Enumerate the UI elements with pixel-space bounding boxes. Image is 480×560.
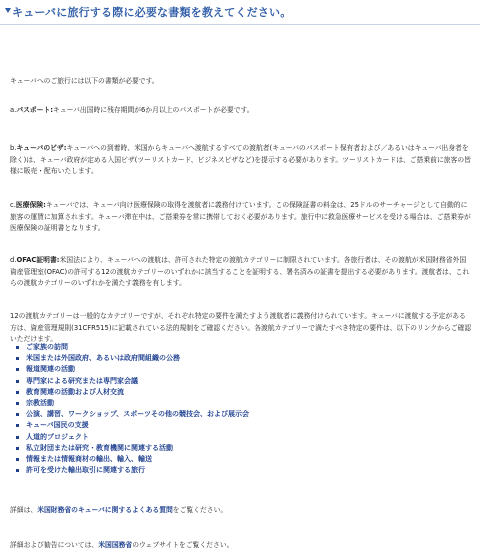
advisory-text: 詳細および勧告については、米国国務省のウェブサイトをご覧ください。 [10,541,234,549]
insurance-label: 医療保険: [15,201,46,209]
category-link-authorized-exports[interactable]: 許可を受けた輸出取引に関連する旅行 [14,465,249,476]
category-link-professional-research[interactable]: 専門家による研究または専門家会議 [14,376,249,387]
category-link-journalism[interactable]: 報道関連の活動 [14,364,249,375]
passport-requirement: a.パスポート:キューバ出国時に残存期間が6か月以上のパスポートが必要です。 [10,106,254,114]
treasury-faq-link[interactable]: 米国財務省のキューバに関するよくある質問 [37,506,173,514]
insurance-text: キューバでは、キューバ向け医療保険の取得を渡航者に義務付けています。この保険証書の料金は、25ドルのサーチャージとして自動的に旅客の運賃に加算されます。キューバ滞在中は、ご搭乗券を常に携帯しておく必要があります。旅行中に救急医療サービスを受ける場合は、ご搭乗券が医療保険の証明書となります。 [10,201,471,232]
passport-label: パスポート: [16,106,54,114]
state-department-link[interactable]: 米国国務省 [98,541,133,549]
category-link-support-cuban-people[interactable]: キューバ国民の支援 [14,420,249,431]
category-link-private-foundations[interactable]: 私立財団または研究・教育機関に関連する活動 [14,443,249,454]
categories-intro-text: 12の渡航カテゴリーは一般的なカテゴリーですが、それぞれ特定の要件を満たすよう渡航者に義務付けられています。キューバに渡航する予定がある方は、資産管理規則(31CFR515)に記載されている法的規制をご確認ください。各渡航カテゴリーで満たすべき特定の要件は、以下のリンクからご確認いただけます。 [10,312,472,343]
category-link-government-business[interactable]: 米国または外国政府、あるいは政府間組織の公務 [14,353,249,364]
travel-category-list [14,342,249,476]
visa-label: キューバのビザ: [16,144,67,152]
expand-arrow-icon[interactable] [5,8,11,13]
visa-text: キューバへの到着時、米国からキューバへ渡航するすべての渡航者(キューバのパスポート保有者および／あるいはキューバ出身者を除く)は、キューバ政府が定める入国ビザ(ツーリストカード、ビジネスビザなど)を提示する必要があります。ツーリストカードは、ご搭乗前に旅客の皆様に販売・配布いたします。 [10,144,471,175]
category-link-information-materials[interactable]: 情報または情報商材の輸出、輸入、輸送 [14,454,249,465]
intro-text: キューバへのご旅行には以下の書類が必要です。 [10,77,159,85]
ofac-requirement: d.OFAC証明書:米国法により、キューバへの渡航は、許可された特定の渡航カテゴリーに制限されています。各旅行者は、その渡航が米国財務省外国資産管理室(OFAC)の許可する12の渡航カテゴリーのいずれかに該当することを証明する、署名済みの証書を提出する必要があります。渡航者は、これらの渡航カテゴリーのいずれかを満たす義務を有します。 [10,256,470,287]
ofac-label: OFAC証明書: [16,256,60,264]
passport-text: キューバ出国時に残存期間が6か月以上のパスポートが必要です。 [53,106,254,114]
insurance-requirement: c.医療保険:キューバでは、キューバ向け医療保険の取得を渡航者に義務付けています。この保険証書の料金は、25ドルのサーチャージとして自動的に旅客の運賃に加算されます。キューバ滞在中は、ご搭乗券を常に携帯しておく必要があります。旅行中に救急医療サービスを受ける場合は、ご搭乗券が医療保険の証明書となります。 [10,201,471,232]
ofac-text: 米国法により、キューバへの渡航は、許可された特定の渡航カテゴリーに制限されています。各旅行者は、その渡航が米国財務省外国資産管理室(OFAC)の許可する12の渡航カテゴリーのいずれかに該当することを証明する、署名済みの証書を提出する必要があります。渡航者は、これらの渡航カテゴリーのいずれかを満たす義務を有します。 [10,256,470,287]
faq-question-title[interactable]: キューバに旅行する際に必要な書類を教えてください。 [12,6,292,19]
category-link-public-performances[interactable]: 公演、講習、ワークショップ、スポーツその他の競技会、および展示会 [14,409,249,420]
visa-requirement: b.キューバのビザ:キューバへの到着時、米国からキューバへ渡航するすべての渡航者(キューバのパスポート保有者および／あるいはキューバ出身者を除く)は、キューバ政府が定める入国ビザ(ツーリストカード、ビジネスビザなど)を提示する必要があります。ツーリストカードは、ご搭乗前に旅客の皆様に販売・配布いたします。 [10,144,471,175]
faq-question-header[interactable] [0,0,480,25]
category-link-educational-activities[interactable]: 教育関連の活動および人材交流 [14,387,249,398]
category-link-humanitarian-projects[interactable]: 人道的プロジェクト [14,432,249,443]
category-link-religious-activities[interactable]: 宗教活動 [14,398,249,409]
category-link-family-visit[interactable]: ご家族の訪問 [14,342,249,353]
details-text: 詳細は、米国財務省のキューバに関するよくある質問をご覧ください。 [10,506,228,514]
